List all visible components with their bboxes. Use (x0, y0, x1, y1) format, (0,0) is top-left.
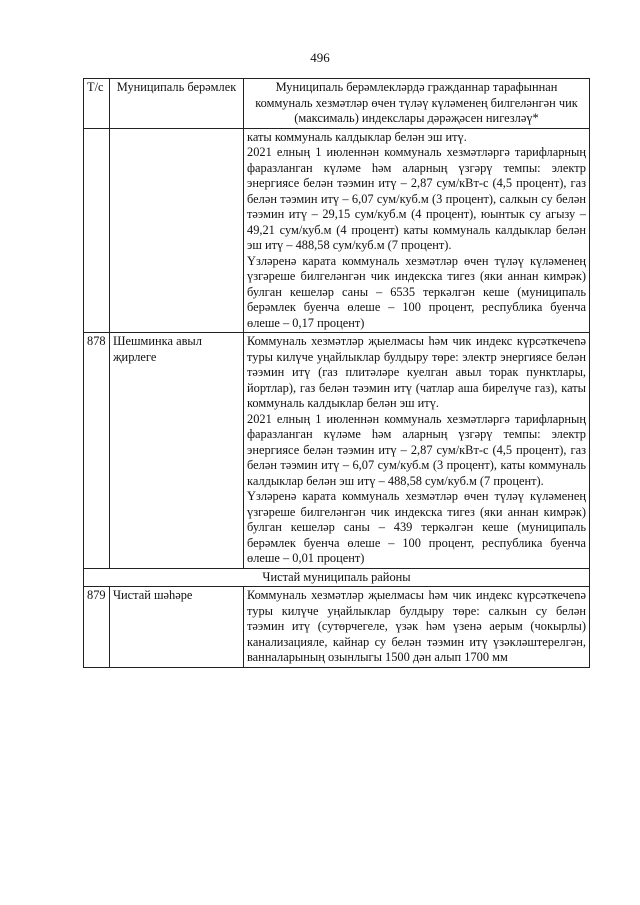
row-municipality (110, 128, 244, 333)
header-number: Т/с (84, 79, 110, 129)
row-number: 878 (84, 333, 110, 569)
header-municipality: Муниципаль берәмлек (110, 79, 244, 129)
paragraph: каты коммуналь калдыклар белән эш итү. (247, 129, 467, 144)
header-justification: Муниципаль берәмлекләрдә гражданнар тарафыннан коммуналь хезмәтләр өчен түләү күләменең билгеләнгән чик (максималь) индекслары дәрәҗәсен нигезләү* (244, 79, 590, 129)
paragraph: Коммуналь хезмәтләр җыелмасы һәм чик индекс күрсәткечenә туры килүче уңайлыклар булдыру төре: салкын су белән тәэмин итү (сутөрчегеле, үзәк һәм үзенә аерым (чокырлы) канализацияле, кайнар су белән тәэмин итү үзәкләштерелгән, ванналарының озынлыгы 1500 дән алып 1700 мм (247, 588, 586, 664)
paragraph: 2021 елның 1 июленнән коммуналь хезмәтләргә тарифларның фаразланган күләме һәм аларның үзгәрү темпы: электр энергиясе белән тәэмин итү – 2,87 сум/кВт-с (4,5 процент), газ белән тәэмин итү – 6,07 сум/куб.м (3 процент), каты коммуналь калдыклар белән эш итү – 488,58 сум/куб.м (7 процент). (247, 411, 586, 488)
tariff-table (83, 78, 590, 668)
paragraph: Коммуналь хезмәтләр җыелмасы һәм чик индекс күрсәткечenә туры килүче уңайлыклар булдыру төре: электр энергиясе белән тәэмин итү (газ плитәләре куелган авыл торак пунктлары, йортлар), газ белән тәэмин итү (чатлар аша бирелүче газ), каты коммуналь калдыклар белән эш итү. (247, 334, 586, 410)
table-row (84, 587, 590, 668)
row-justification (244, 587, 590, 668)
row-justification (244, 128, 590, 333)
paragraph: 2021 елның 1 июленнән коммуналь хезмәтләргә тарифларның фаразланган күләме һәм аларның үзгәрү темпы: электр энергиясе белән тәэмин итү – 2,87 сум/кВт-с (4,5 процент), газ белән тәэмин итү – 6,07 сум/куб.м (3 процент), салкын су белән тәэмин итү – 29,15 сум/куб.м (4 процент), юынтык су агызу – 49,21 сум/куб.м (4 процент) каты коммуналь калдыклар белән эш итү – 488,58 сум/куб.м (7 процент). (247, 145, 586, 252)
table-row (84, 333, 590, 569)
row-justification (244, 333, 590, 569)
table-header-row (84, 79, 590, 129)
row-municipality: Шешминка авыл җирлеге (110, 333, 244, 569)
row-municipality: Чистай шәһәре (110, 587, 244, 668)
section-title: Чистай муниципаль районы (84, 568, 590, 587)
paragraph: Үзләренә карата коммуналь хезмәтләр өчен түләү күләменең үзгәреше билгеләнгән чик индекска тигез (яки аннан кимрәк) булган кешеләр саны – 439 теркәлгән кеше (муниципаль берәмлек буенча өлеше – 100 процент, республика буенча өлеше – 0,01 процент) (247, 489, 586, 565)
row-number (84, 128, 110, 333)
table-row (84, 128, 590, 333)
page-number: 496 (310, 50, 330, 65)
paragraph: Үзләренә карата коммуналь хезмәтләр өчен түләү күләменең үзгәреше билгеләнгән чик индекска тигез (яки аннан кимрәк) булган кешеләр саны – 6535 теркәлгән кеше (муниципаль берәмлек буенча өлеше – 100 процент, республика буенча өлеше – 0,17 процент) (247, 253, 586, 330)
row-number: 879 (84, 587, 110, 668)
section-row (84, 568, 590, 587)
